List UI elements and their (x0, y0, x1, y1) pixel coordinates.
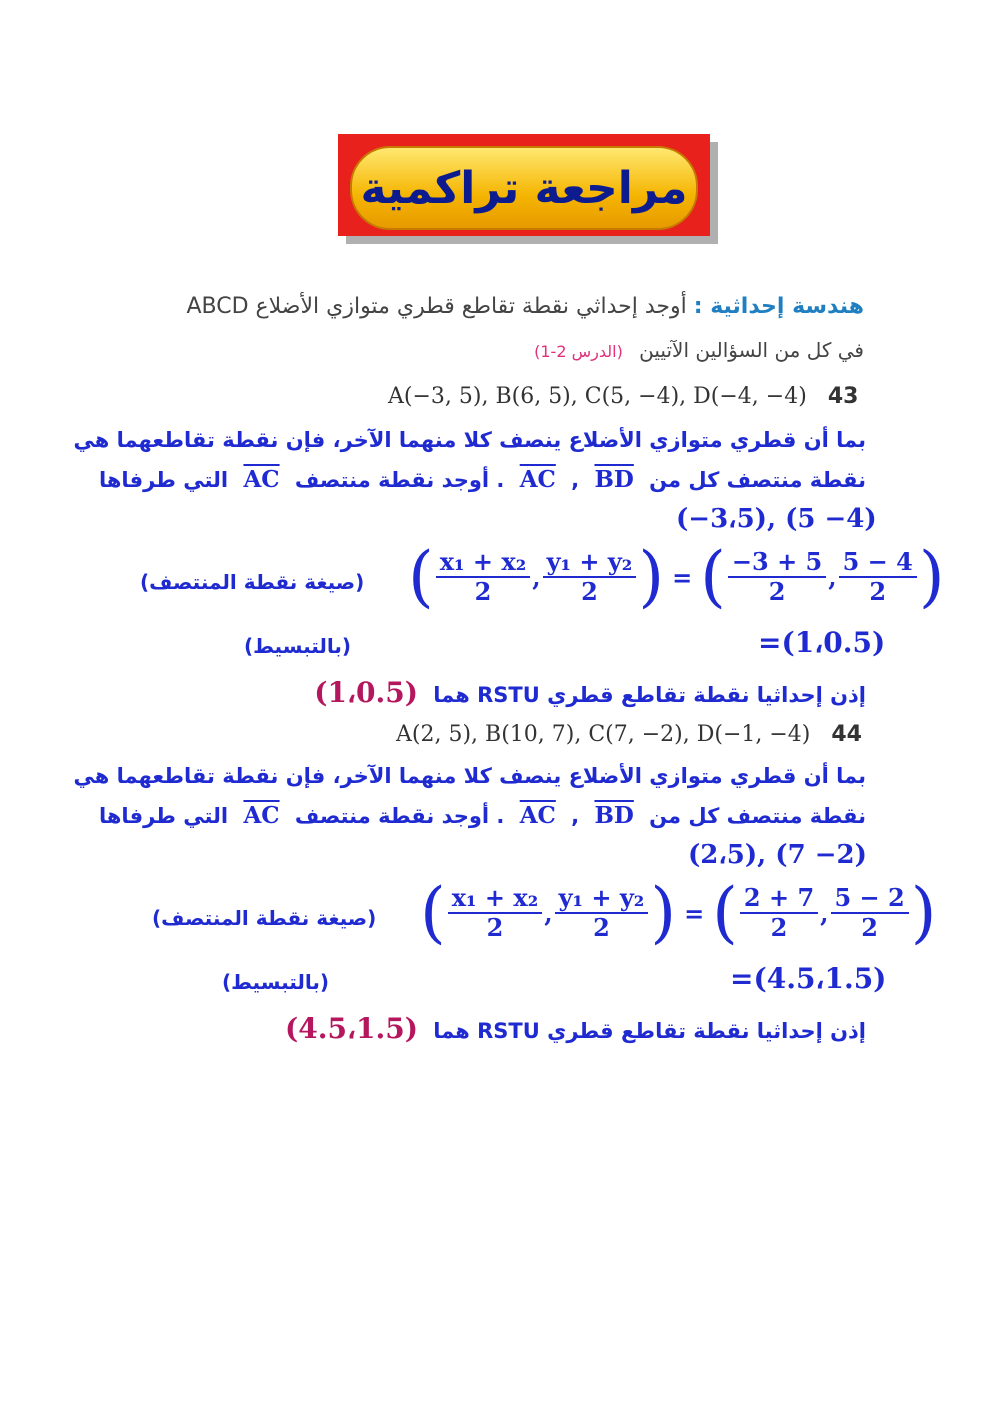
intro-line-1 (186, 294, 864, 319)
final-answer: (4.5،1.5) (285, 1012, 418, 1045)
segment-bd: $\overline{BD}$ (594, 802, 634, 829)
explanation-line-1: بما أن قطري متوازي الأضلاع ينصف كلا منهما الآخر، فإن نقطة تقاطعهما هي (73, 764, 866, 788)
formula-x-sum: x₁ + x₂ (436, 548, 530, 578)
segment-ac-2: $\overline{AC}$ (243, 802, 280, 829)
segment-bd: $\overline{BD}$ (594, 466, 634, 493)
problem-points: A(−3, 5), B(6, 5), C(5, −4), D(−4, −4) 43 (388, 384, 859, 409)
problem-number: 43 (827, 384, 859, 409)
simplify-label: (بالتبسيط) (222, 970, 330, 994)
simplify-label: (بالتبسيط) (244, 634, 352, 658)
endpoints: (2،5), (7 −2) (688, 840, 867, 870)
segment-ac-2: $\overline{AC}$ (243, 466, 280, 493)
conclusion: إذن إحداثيا نقطة تقاطع قطري RSTU هما (1،0.5) (314, 676, 866, 709)
conclusion: إذن إحداثيا نقطة تقاطع قطري RSTU هما (4.5،1.5) (285, 1012, 866, 1045)
explanation-line-2: نقطة منتصف كل من $\overline{BD}$ , $\overline{AC}$ . أوجد نقطة منتصف $\overline{AC}$ التي طرفاها (98, 802, 866, 829)
banner-title: مراجعة تراكمية (360, 162, 688, 214)
segment-ac: $\overline{AC}$ (519, 802, 556, 829)
midpoint-formula: ( $\frac{\text{x₁ + x₂}}{2}$ , $\frac{\text{y₁ + y₂}}{2}$ ) = ( $\frac{-3 + 5}{2}$ , $\frac{5 - 4}{2}$ ) (408, 538, 945, 615)
simplified-result: =(1،0.5) (758, 626, 886, 659)
explanation-line-1: بما أن قطري متوازي الأضلاع ينصف كلا منهما الآخر، فإن نقطة تقاطعهما هي (73, 428, 866, 452)
substituted-x-sum: 2 + 7 (740, 884, 818, 914)
banner (350, 146, 698, 230)
formula-label: (صيغة نقطة المنتصف) (152, 906, 377, 930)
intro-text: أوجد إحداثي نقطة تقاطع قطري متوازي الأضلاع ABCD (186, 294, 687, 319)
substituted-x-sum: −3 + 5 (728, 548, 826, 578)
intro-label: هندسة إحداثية : (693, 294, 864, 319)
simplified-result: =(4.5،1.5) (730, 962, 887, 995)
segment-ac: $\overline{AC}$ (519, 466, 556, 493)
problem-number: 44 (831, 722, 862, 747)
formula-x-sum: x₁ + x₂ (448, 884, 542, 914)
lesson-ref: (الدرس 2-1) (534, 342, 623, 361)
midpoint-formula: ( $\frac{\text{x₁ + x₂}}{2}$ , $\frac{\text{y₁ + y₂}}{2}$ ) = ( $\frac{2 + 7}{2}$ , $\frac{5 - 2}{2}$ ) (420, 874, 937, 951)
problem-points: A(2, 5), B(10, 7), C(7, −2), D(−1, −4) 44 (396, 722, 862, 747)
formula-label: (صيغة نقطة المنتصف) (140, 570, 365, 594)
substituted-y-sum: 5 − 4 (839, 548, 917, 578)
intro-line-2 (534, 338, 864, 362)
endpoints: (−3،5), (5 −4) (676, 504, 877, 534)
explanation-line-2: نقطة منتصف كل من $\overline{BD}$ , $\overline{AC}$ . أوجد نقطة منتصف $\overline{AC}$ التي طرفاها (98, 466, 866, 493)
intro-text-2: في كل من السؤالين الآتيين (639, 338, 864, 362)
final-answer: (1،0.5) (314, 676, 418, 709)
substituted-y-sum: 5 − 2 (831, 884, 909, 914)
formula-y-sum: y₁ + y₂ (555, 884, 649, 914)
formula-y-sum: y₁ + y₂ (543, 548, 637, 578)
